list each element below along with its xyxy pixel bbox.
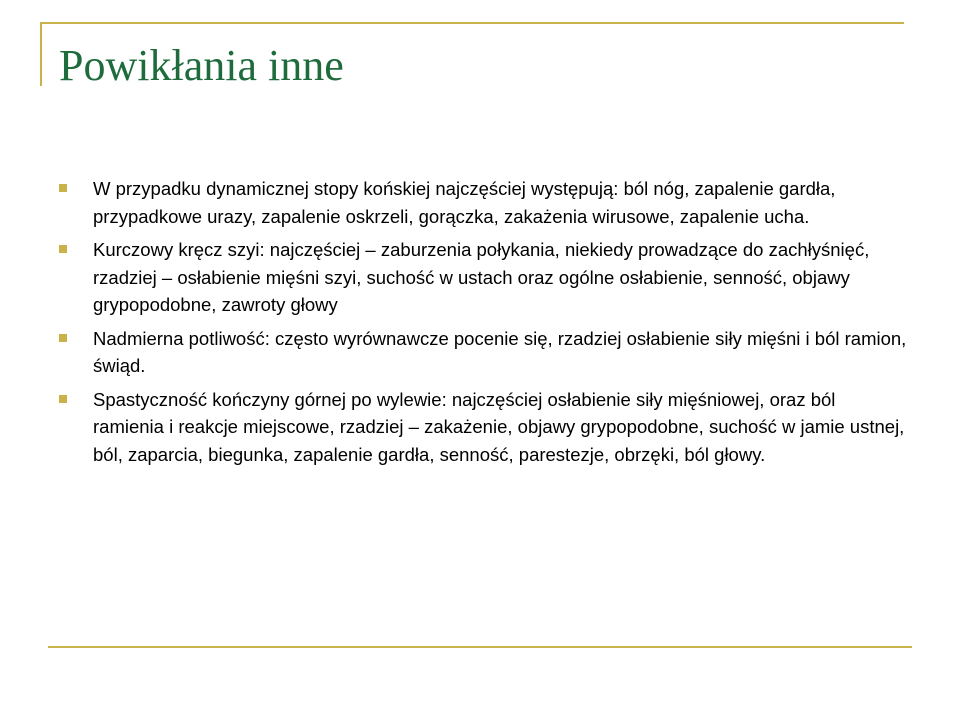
- bullet-item: [58, 236, 908, 319]
- bullet-item: [58, 386, 908, 469]
- bullet-list: [58, 175, 908, 474]
- bullet-text: Spastyczność kończyny górnej po wylewie: najczęściej osłabienie siły mięśniowej, oraz ból ramienia i reakcje miejscowe, rzadziej – zakażenie, objawy grypopodobne, suchość w jamie ustnej, ból, zaparcia, biegunka, zapalenie gardła, senność, parestezje, obrzęki, ból głowy.: [93, 388, 905, 465]
- square-bullet-icon: [59, 395, 67, 403]
- slide-title: Powikłania inne: [59, 41, 344, 90]
- bullet-item: [58, 325, 908, 380]
- left-rule: [40, 22, 42, 86]
- bullet-text: Nadmierna potliwość: często wyrównawcze pocenie się, rzadziej osłabienie siły mięśni i ból ramion, świąd.: [93, 327, 907, 376]
- bottom-rule: [48, 646, 912, 648]
- bullet-text: W przypadku dynamicznej stopy końskiej najczęściej występują: ból nóg, zapalenie gardła, przypadkowe urazy, zapalenie oskrzeli, gorączka, zakażenia wirusowe, zapalenie ucha.: [93, 178, 836, 227]
- bullet-text: Kurczowy kręcz szyi: najczęściej – zaburzenia połykania, niekiedy prowadzące do zachłyśnięć, rzadziej – osłabienie mięśni szyi, suchość w ustach oraz ogólne osłabienie, senność, objawy grypopodobne, zawroty głowy: [93, 239, 870, 315]
- square-bullet-icon: [59, 245, 67, 253]
- square-bullet-icon: [59, 184, 67, 192]
- top-rule: [40, 22, 904, 24]
- square-bullet-icon: [59, 334, 67, 342]
- bullet-item: [58, 175, 908, 230]
